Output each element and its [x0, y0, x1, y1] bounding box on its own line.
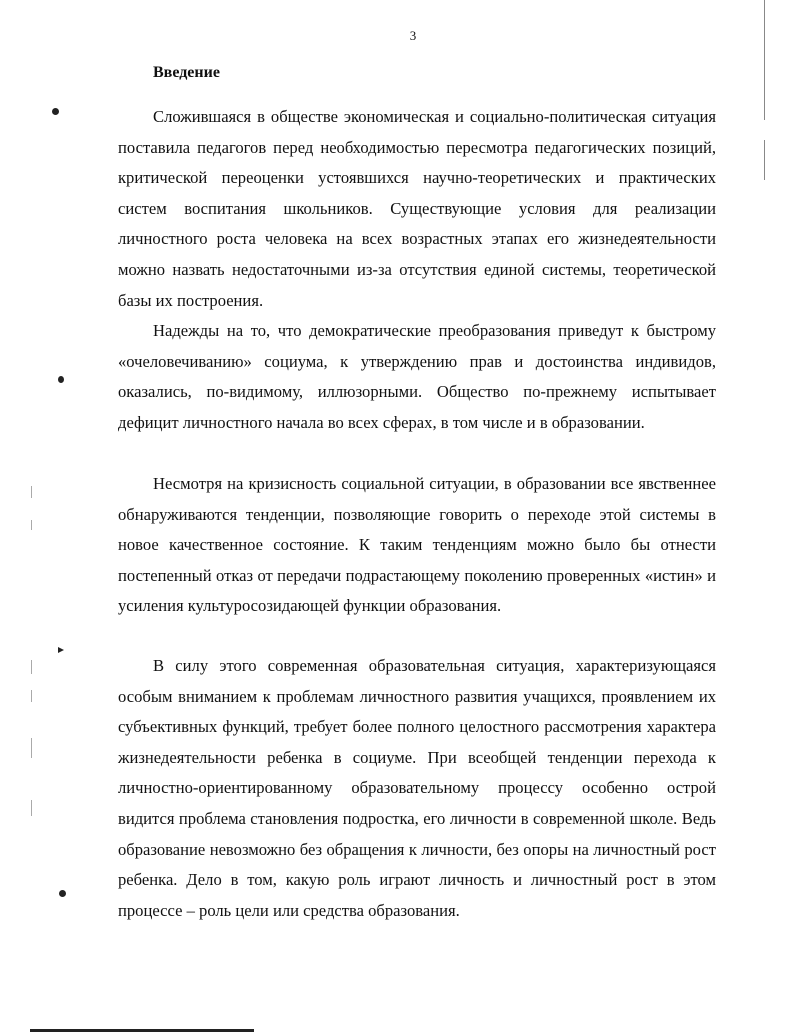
- section-heading: Введение: [153, 64, 220, 81]
- scan-bottom-rule: [30, 1029, 254, 1032]
- scan-margin-line: [31, 800, 32, 816]
- paragraph-3: Несмотря на кризисность социальной ситуации, в образовании все явственнее обнаруживаются тенденции, позволяющие говорить о переходе этой системы в новое качественное состояние. К таким тенденциям можно было бы отнести постепенный отказ от передачи подрастающему поколению проверенных «истин» и усиления культуросозидающей функции образования.: [118, 474, 716, 616]
- scan-margin-line: [31, 738, 32, 758]
- scan-edge-line: [764, 0, 765, 120]
- scan-hole-mark: [58, 647, 64, 653]
- scan-hole-mark: [58, 376, 64, 383]
- page-number: 3: [409, 28, 417, 43]
- scan-hole-mark: [59, 890, 66, 897]
- scan-margin-line: [31, 660, 32, 674]
- scan-margin-line: [31, 690, 32, 702]
- paragraph-1: Сложившаяся в обществе экономическая и социально-политическая ситуация поставила педагогов перед необходимостью пересмотра педагогических позиций, критической переоценки устоявшихся научно-теоретических и практических систем воспитания школьников. Существующие условия для реализации личностного роста человека на всех возрастных этапах его жизнедеятельности можно назвать недостаточными из-за отсутствия единой системы, теоретической базы их построения.: [118, 107, 716, 310]
- scan-margin-line: [31, 486, 32, 498]
- scan-margin-line: [31, 520, 32, 530]
- scan-edge-line: [764, 140, 765, 180]
- scan-hole-mark: [52, 108, 59, 115]
- paragraph-2: Надежды на то, что демократические преобразования приведут к быстрому «очеловечиванию» социума, к утверждению прав и достоинства индивидов, оказались, по-видимому, иллюзорными. Общество по-прежнему испытывает дефицит личностного начала во всех сферах, в том числе и в образовании.: [118, 321, 716, 432]
- paragraph-4: В силу этого современная образовательная ситуация, характеризующаяся особым вниманием к проблемам личностного развития учащихся, проявлением их субъективных функций, требует более полного целостного рассмотрения характера жизнедеятельности ребенка в социуме. При всеобщей тенденции перехода к личностно-ориентированному образовательному процессу особенно острой видится проблема становления подростка, его личности в современной школе. Ведь образование невозможно без обращения к личности, без опоры на личностный рост ребенка. Дело в том, какую роль играют личность и личностный рост в этом процессе – роль цели или средства образования.: [118, 656, 716, 920]
